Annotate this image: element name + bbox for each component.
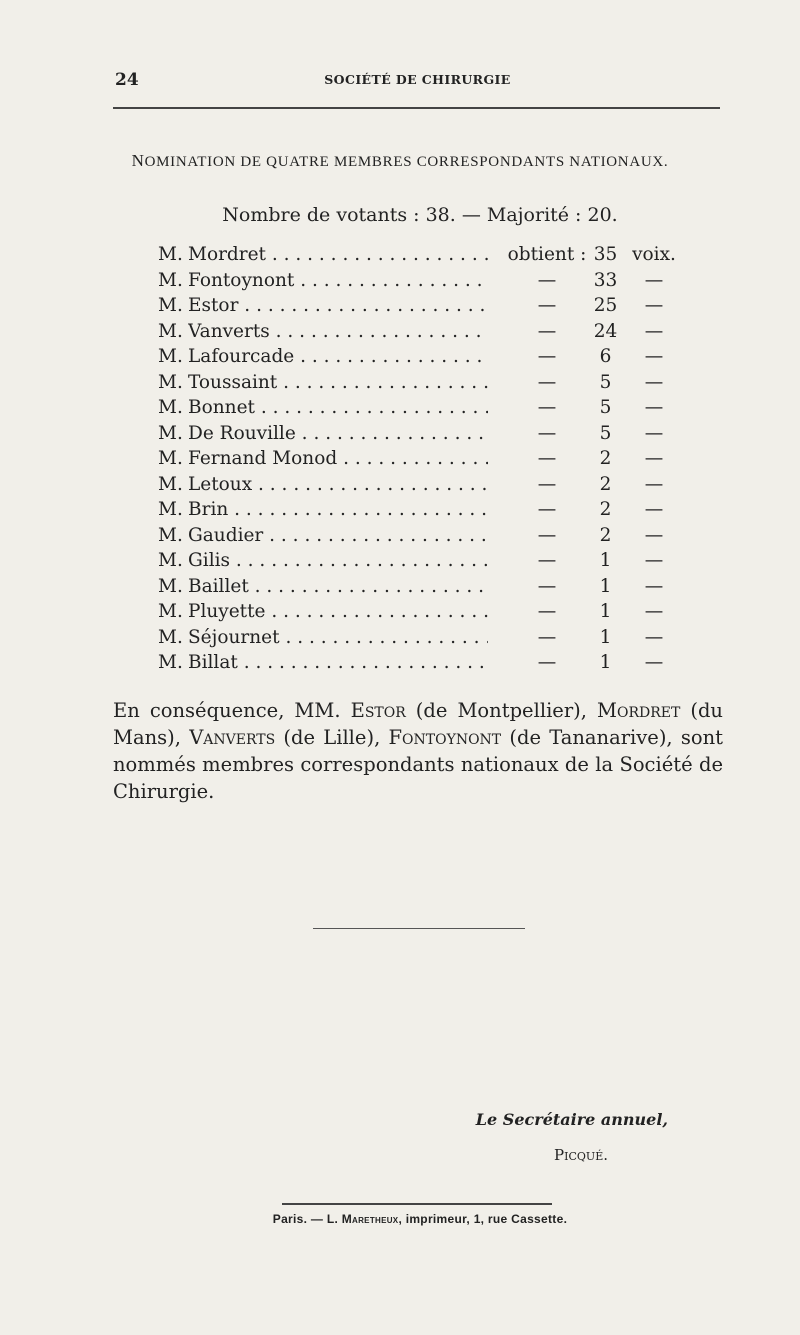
vote-unit: — — [644, 524, 664, 546]
member-name: Fontoynont . . . — [188, 268, 488, 294]
page-header — [115, 70, 720, 94]
section-title — [0, 151, 800, 171]
vote-count: 2 — [599, 499, 612, 520]
result-row — [158, 446, 688, 472]
result-row — [158, 293, 688, 319]
nominee-estor: Estor — [350, 699, 406, 722]
member-name: Fernand Monod . . . — [188, 446, 488, 472]
result-row — [158, 421, 688, 447]
obtient-marker: — — [493, 472, 597, 498]
nominee-vanverts: Vanverts — [189, 726, 276, 749]
member-name: Lafourcade . . . — [188, 344, 488, 370]
obtient-marker: — — [493, 548, 597, 574]
nominee-mordret: Mordret — [597, 699, 681, 722]
member-prefix: M. — [158, 269, 183, 291]
result-row — [158, 242, 688, 268]
vote-unit: — — [644, 473, 664, 495]
vote-count: 5 — [599, 397, 612, 418]
vote-count: 2 — [599, 473, 612, 495]
vote-unit: — — [644, 499, 664, 520]
obtient-marker: — — [493, 319, 597, 345]
signature-name: Picqué. — [554, 1146, 608, 1164]
conclusion-paragraph — [113, 697, 723, 805]
result-row — [158, 472, 688, 498]
member-prefix: M. — [158, 626, 183, 648]
obtient-marker: — — [493, 395, 597, 421]
imprint-text: Paris. — L. — [272, 1212, 342, 1226]
obtient-marker: — — [493, 421, 597, 447]
result-row — [158, 625, 688, 651]
obtient-marker: — — [493, 268, 597, 294]
vote-unit: — — [644, 575, 664, 597]
result-row — [158, 650, 688, 676]
member-prefix: M. — [158, 550, 183, 571]
member-name: Gilis . . . — [188, 548, 488, 574]
obtient-marker: — — [493, 625, 597, 651]
member-prefix: M. — [158, 371, 183, 393]
vote-count: 33 — [593, 269, 618, 291]
member-name: Séjournet . . . — [188, 625, 488, 651]
vote-unit: voix. — [632, 244, 676, 265]
vote-unit: — — [644, 371, 664, 393]
nominee-fontoynont: Fontoynont — [388, 726, 502, 749]
vote-unit: — — [644, 550, 664, 571]
result-row — [158, 497, 688, 523]
obtient-marker: — — [493, 293, 597, 319]
vote-count: 1 — [599, 575, 612, 597]
member-name: Baillet . . . — [188, 574, 488, 600]
conclusion-text: (du Mans), — [113, 699, 723, 749]
member-prefix: M. — [158, 473, 183, 495]
imprint-text: , imprimeur, 1, rue Cassette. — [398, 1212, 568, 1226]
section-title-initial: N — [131, 151, 145, 170]
signature-role: Le Secrétaire annuel, — [475, 1110, 668, 1129]
member-name: Brin . . . — [188, 497, 488, 523]
result-row — [158, 268, 688, 294]
vote-unit: — — [644, 397, 664, 418]
result-row — [158, 574, 688, 600]
member-prefix: M. — [158, 320, 183, 342]
obtient-marker: obtient : — [493, 242, 597, 268]
vote-count: 1 — [599, 601, 612, 622]
member-name: Toussaint . . . — [188, 370, 488, 396]
page-number: 24 — [115, 70, 139, 90]
member-name: De Rouville . . . — [188, 421, 488, 447]
member-name: Vanverts . . . — [188, 319, 488, 345]
result-row — [158, 548, 688, 574]
member-name: Bonnet . . . — [188, 395, 488, 421]
section-title-text: OMINATION DE QUATRE MEMBRES CORRESPONDANTS NATIONAUX. — [144, 154, 669, 170]
vote-summary: Nombre de votants : 38. — Majorité : 20. — [222, 204, 618, 226]
member-prefix: M. — [158, 422, 183, 444]
vote-count: 1 — [599, 550, 612, 571]
member-prefix: M. — [158, 346, 183, 367]
obtient-marker: — — [493, 574, 597, 600]
vote-count: 35 — [593, 244, 618, 265]
vote-unit: — — [644, 448, 664, 469]
vote-count: 6 — [599, 346, 612, 367]
conclusion-text: En conséquence, MM. — [113, 699, 351, 722]
vote-count: 2 — [599, 448, 612, 469]
vote-unit: — — [644, 652, 664, 673]
result-row — [158, 523, 688, 549]
results-list — [158, 242, 688, 676]
member-prefix: M. — [158, 575, 183, 597]
result-row — [158, 395, 688, 421]
member-prefix: M. — [158, 499, 183, 520]
conclusion-text: (de Montpellier), — [405, 699, 597, 722]
member-prefix: M. — [158, 601, 183, 622]
vote-count: 1 — [599, 652, 612, 673]
vote-count: 25 — [593, 295, 618, 316]
conclusion-text: (de Lille), — [275, 726, 389, 749]
vote-unit: — — [644, 295, 664, 316]
vote-count: 5 — [599, 422, 612, 444]
obtient-marker: — — [493, 497, 597, 523]
member-prefix: M. — [158, 448, 183, 469]
vote-count: 1 — [599, 626, 612, 648]
vote-count: 2 — [599, 524, 612, 546]
member-name: Letoux . . . — [188, 472, 488, 498]
vote-count: 24 — [593, 320, 618, 342]
member-name: Pluyette . . . — [188, 599, 488, 625]
section-divider — [313, 928, 525, 929]
obtient-marker: — — [493, 599, 597, 625]
vote-unit: — — [644, 422, 664, 444]
vote-unit: — — [644, 346, 664, 367]
imprint-printer: Maretheux — [341, 1212, 399, 1226]
printer-imprint — [0, 1212, 800, 1226]
obtient-marker: — — [493, 650, 597, 676]
vote-count: 5 — [599, 371, 612, 393]
result-row — [158, 599, 688, 625]
member-name: Mordret . . . — [188, 242, 488, 268]
member-name: Billat . . . — [188, 650, 488, 676]
member-prefix: M. — [158, 244, 183, 265]
obtient-marker: — — [493, 523, 597, 549]
footer-rule — [282, 1203, 552, 1205]
header-rule — [113, 107, 720, 109]
conclusion-text: (de Tananarive), sont nommés membres correspondants nationaux de la Société de Chirurgie. — [113, 726, 723, 803]
member-prefix: M. — [158, 295, 183, 316]
member-prefix: M. — [158, 397, 183, 418]
vote-unit: — — [644, 601, 664, 622]
vote-unit: — — [644, 269, 664, 291]
member-name: Estor . . . — [188, 293, 488, 319]
obtient-marker: — — [493, 370, 597, 396]
obtient-marker: — — [493, 446, 597, 472]
vote-unit: — — [644, 626, 664, 648]
result-row — [158, 319, 688, 345]
obtient-marker: — — [493, 344, 597, 370]
result-row — [158, 344, 688, 370]
running-title: SOCIÉTÉ DE CHIRURGIE — [324, 72, 511, 87]
member-prefix: M. — [158, 524, 183, 546]
member-name: Gaudier . . . — [188, 523, 488, 549]
vote-unit: — — [644, 320, 664, 342]
member-prefix: M. — [158, 652, 183, 673]
result-row — [158, 370, 688, 396]
